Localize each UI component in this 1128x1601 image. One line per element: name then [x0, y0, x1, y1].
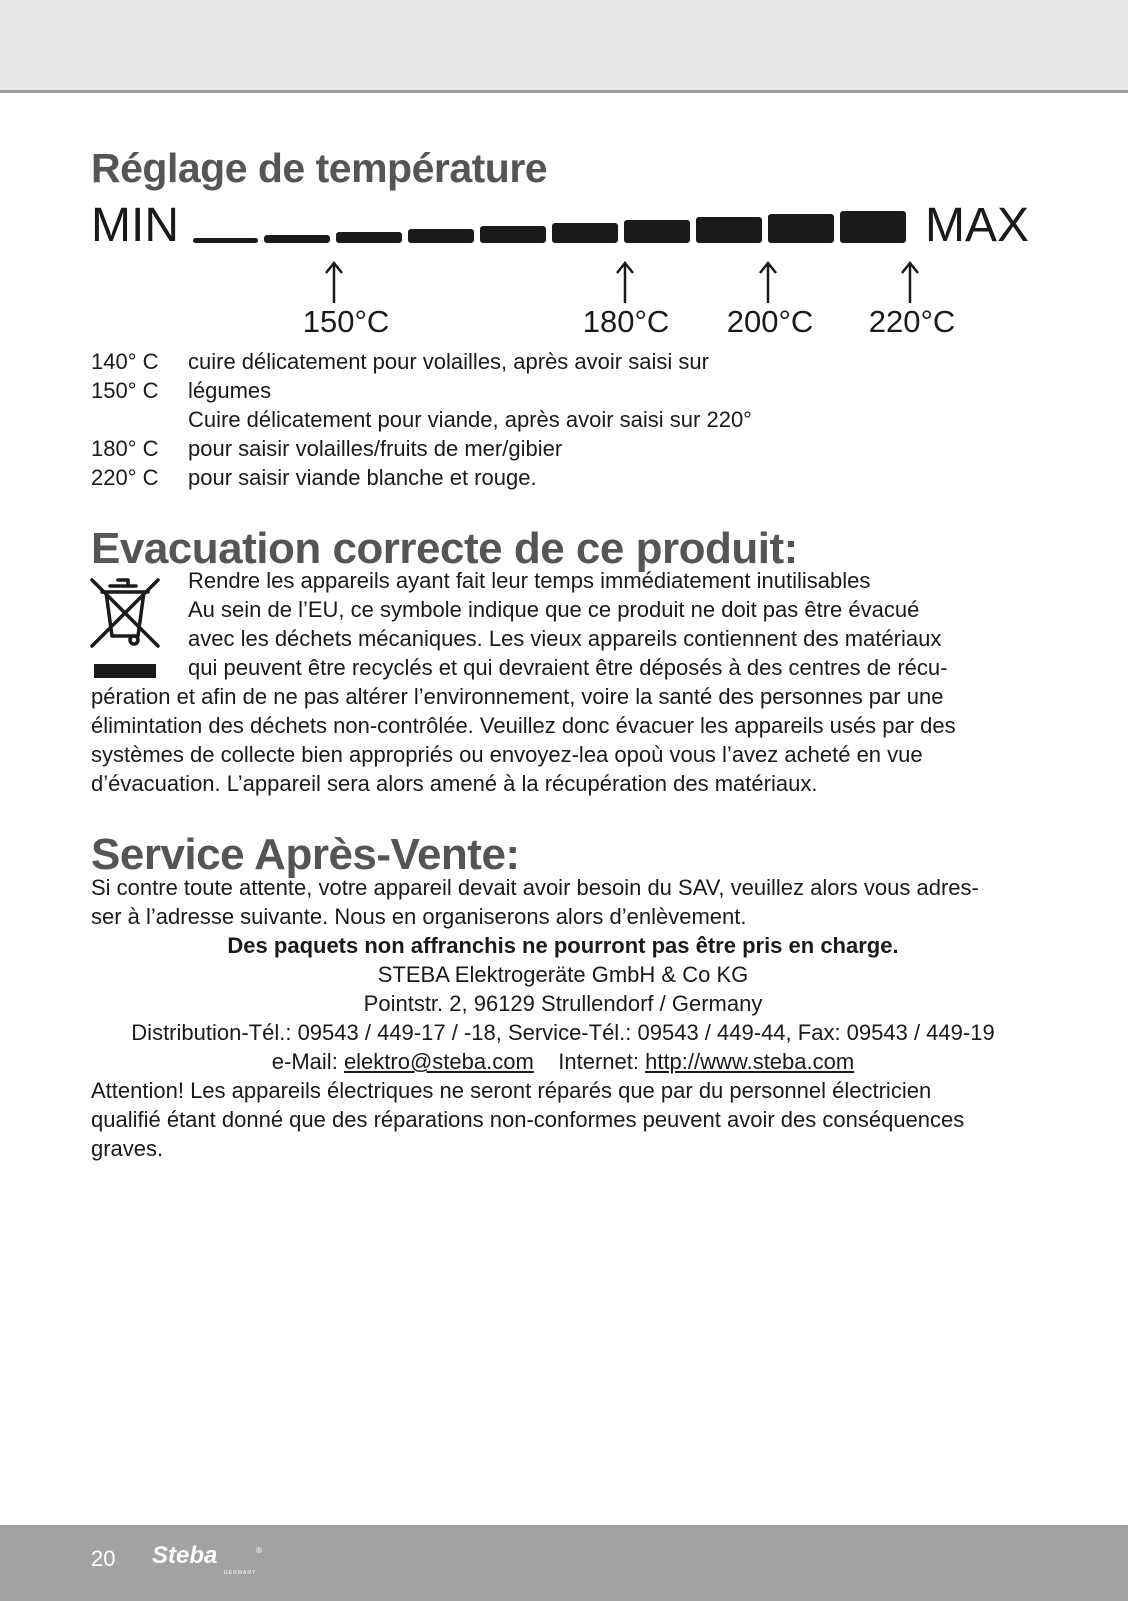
arrow-up-icon — [615, 260, 635, 304]
svg-text:®: ® — [256, 1546, 262, 1555]
page-number: 20 — [91, 1546, 116, 1571]
evacuation-text-line: d’évacuation. L’appareil sera alors amené à la récupération des matériaux. — [91, 771, 818, 796]
company-address: Pointstr. 2, 96129 Strullendorf / Germany — [363, 991, 763, 1016]
company-name: STEBA Elektrogeräte GmbH & Co KG — [377, 962, 749, 987]
evacuation-text-line: systèmes de collecte bien appropriés ou envoyez-lea opoù vous l’avez acheté en vue — [91, 742, 923, 767]
attention-line: graves. — [91, 1136, 164, 1161]
company-phones: Distribution-Tél.: 09543 / 449-17 / -18, Service-Tél.: 09543 / 449-44, Fax: 09543 / 449-19 — [131, 1020, 995, 1045]
temperature-description: cuire délicatement pour volailles, après avoir saisi sur — [188, 349, 709, 374]
scale-bar-6 — [552, 223, 618, 243]
attention-line: Attention! Les appareils électriques ne seront réparés que par du personnel électricien — [91, 1078, 932, 1103]
temperature-description: pour saisir viande blanche et rouge. — [188, 465, 537, 490]
temperature-description: pour saisir volailles/fruits de mer/gibier — [188, 436, 563, 461]
service-intro-line: ser à l’adresse suivante. Nous en organiserons alors d’enlèvement. — [91, 904, 747, 929]
logo-subtext: GERMANY — [224, 1570, 257, 1576]
evacuation-text-line: qui peuvent être recyclés et qui devraient être déposés à des centres de récu- — [188, 655, 948, 680]
arrow-up-icon — [900, 260, 920, 304]
evacuation-text-line: pération et afin de ne pas altérer l’environnement, voire la santé des personnes par une — [91, 684, 944, 709]
temperature-value: 180° C — [91, 436, 159, 461]
arrow-up-icon — [758, 260, 778, 304]
scale-bar-5 — [480, 226, 546, 243]
scale-label-180: 180°C — [582, 304, 670, 339]
temperature-description: Cuire délicatement pour viande, après avoir saisi sur 220° — [188, 407, 752, 432]
scale-bar-8 — [696, 217, 762, 243]
service-intro-line: Si contre toute attente, votre appareil devait avoir besoin du SAV, veuillez alors vous adres- — [91, 875, 979, 900]
scale-bar-3 — [336, 232, 402, 243]
contact-line — [91, 1047, 1035, 1076]
evacuation-text-line: avec les déchets mécaniques. Les vieux appareils contiennent des matériaux — [188, 626, 942, 651]
internet-label: Internet: — [558, 1049, 639, 1074]
service-heading: Service Après-Vente: — [91, 830, 520, 879]
header-band — [0, 0, 1128, 93]
service-notice: Des paquets non affranchis ne pourront pas être pris en charge. — [227, 933, 899, 958]
website-link[interactable]: http://www.steba.com — [645, 1049, 855, 1074]
scale-bar-7 — [624, 220, 690, 243]
email-link[interactable]: elektro@steba.com — [343, 1049, 534, 1074]
steba-logo — [150, 1543, 266, 1579]
temperature-value: 140° C — [91, 349, 159, 374]
temperature-value: 150° C — [91, 378, 159, 403]
scale-bar-1 — [193, 238, 258, 243]
evacuation-heading: Evacuation correcte de ce produit: — [91, 524, 798, 573]
scale-label-150: 150°C — [302, 304, 390, 339]
evacuation-text-line: élimintation des déchets non-contrôlée. Veuillez donc évacuer les appareils usés par des — [91, 713, 956, 738]
evacuation-text-line: Rendre les appareils ayant fait leur temps immédiatement inutilisables — [188, 568, 871, 593]
scale-max-label: MAX — [925, 199, 1030, 252]
scale-label-220: 220°C — [868, 304, 956, 339]
logo-wordmark: Steba — [152, 1543, 218, 1569]
scale-bar-9 — [768, 214, 834, 243]
scale-label-200: 200°C — [726, 304, 814, 339]
temperature-description: légumes — [188, 378, 272, 403]
footer-band — [0, 1525, 1128, 1601]
scale-bar-4 — [408, 229, 474, 243]
arrow-up-icon — [324, 260, 344, 304]
scale-min-label: MIN — [91, 199, 179, 252]
evacuation-text-line: Au sein de l’EU, ce symbole indique que ce produit ne doit pas être évacué — [188, 597, 920, 622]
scale-bar-2 — [264, 235, 330, 243]
temperature-heading: Réglage de température — [91, 145, 548, 191]
scale-bar-10 — [840, 211, 906, 243]
attention-line: qualifié étant donné que des réparations non-conformes peuvent avoir des conséquences — [91, 1107, 965, 1132]
crossed-out-wheelie-bin-icon — [88, 574, 162, 680]
email-label: e-Mail: — [271, 1049, 338, 1074]
temperature-value: 220° C — [91, 465, 159, 490]
